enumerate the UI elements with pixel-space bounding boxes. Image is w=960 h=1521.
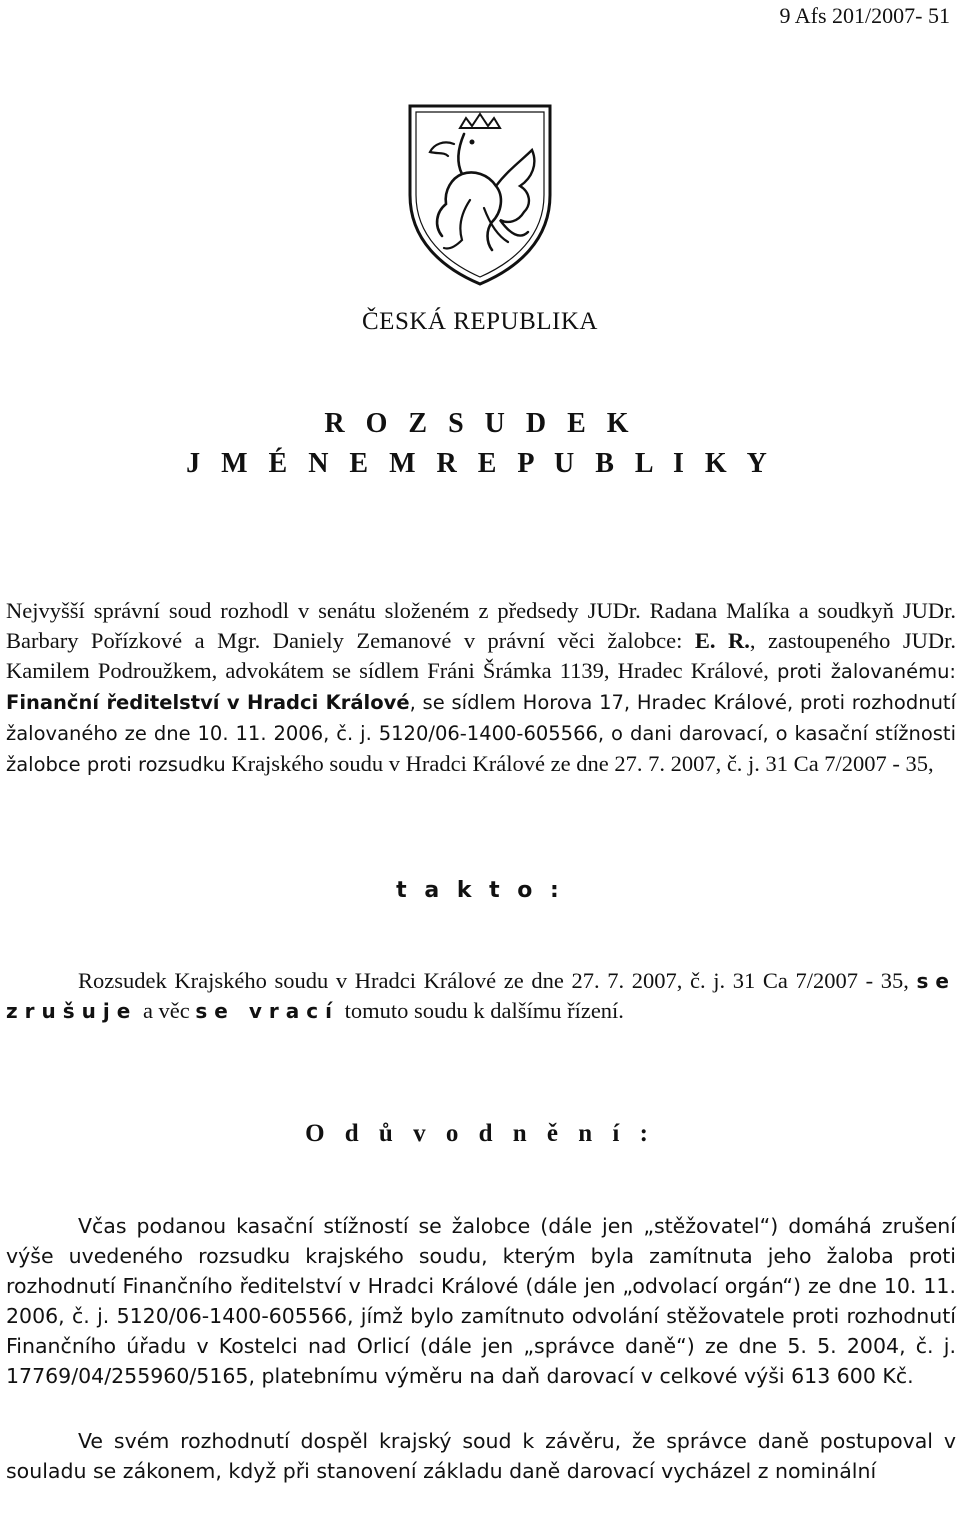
defendant-name: Finanční ředitelství v Hradci Králové: [6, 691, 410, 714]
judgment-title: R O Z S U D E K: [324, 408, 636, 439]
verdict-paragraph: [6, 966, 956, 1026]
introduction-paragraph: [6, 596, 956, 780]
reasoning-heading: O d ů v o d n ě n í :: [305, 1120, 655, 1147]
verdict-text-3: tomuto soudu k dalšímu řízení.: [338, 998, 624, 1023]
coat-of-arms-icon: [400, 100, 560, 290]
intro-text-4: , se sídlem Horova 17, Hradec Králové, proti rozhodnutí žalovaného ze dne 10. 11. 2006, č. j.: [6, 691, 956, 745]
plaintiff-name: E. R.: [694, 628, 750, 653]
takto-heading: t a k t o :: [396, 878, 564, 903]
reasoning-text-2: Ve svém rozhodnutí dospěl krajský soud k závěru, že správce daně postupoval v souladu se zákonem, když při stanovení základu daně darovací vycházel z nominální: [6, 1429, 956, 1483]
reasoning-paragraph-1: [6, 1211, 956, 1391]
country-name: ČESKÁ REPUBLIKA: [362, 308, 598, 335]
verdict-zrusuje: zrušuje: [6, 999, 138, 1023]
verdict-text-2: a věc: [137, 998, 196, 1023]
intro-text-1: Nejvyšší správní soud rozhodl v senátu složeném z předsedy JUDr. Radana Malíka a soudkyň JUDr. Barbary Pořízkové a Mgr. Daniely Zemanové v právní věci žalobce:: [6, 598, 956, 653]
reasoning-paragraph-2: [6, 1426, 956, 1486]
case-reference: 9 Afs 201/2007- 51: [779, 3, 950, 28]
intro-text-5: 5120/06-1400-605566, o dani darovací, o kasační stížnosti žalobce proti rozsudku: [6, 722, 956, 776]
intro-text-2: , zastoupeného JUDr. Kamilem Podroužkem, advokátem se sídlem Fráni Šrámka 1139, Hradec Králové,: [6, 628, 956, 683]
intro-text-6: Krajského soudu v Hradci Králové ze dne 27. 7. 2007, č. j. 31 Ca 7/2007 - 35,: [225, 751, 934, 776]
verdict-se: se: [916, 969, 956, 993]
judgment-subtitle: J M É N E M R E P U B L I K Y: [186, 448, 774, 479]
verdict-se-vraci: se vrací: [195, 999, 339, 1023]
intro-text-3: proti žalovanému:: [777, 660, 956, 683]
verdict-text-1: Rozsudek Krajského soudu v Hradci Králové ze dne 27. 7. 2007, č. j. 31 Ca 7/2007 - 35,: [78, 968, 917, 993]
reasoning-text-1: Včas podanou kasační stížností se žalobce (dále jen „stěžovatel“) domáhá zrušení výše uvedeného rozsudku krajského soudu, kterým byla zamítnuta jeho žaloba proti rozhodnutí Finančního ředitelství v Hradci Králové (dále jen „odvolací orgán“) ze dne 10. 11. 2006, č. j. 5120/06-1400-605566, jímž bylo zamítnuto odvolání stěžovatele proti rozhodnutí Finančního úřadu v Kostelci nad Orlicí (dále jen „správce daně“) ze dne 5. 5. 2004, č. j. 17769/04/255960/5165, platebnímu výměru na daň darovací v celkové výši 613 600 Kč.: [6, 1214, 956, 1388]
